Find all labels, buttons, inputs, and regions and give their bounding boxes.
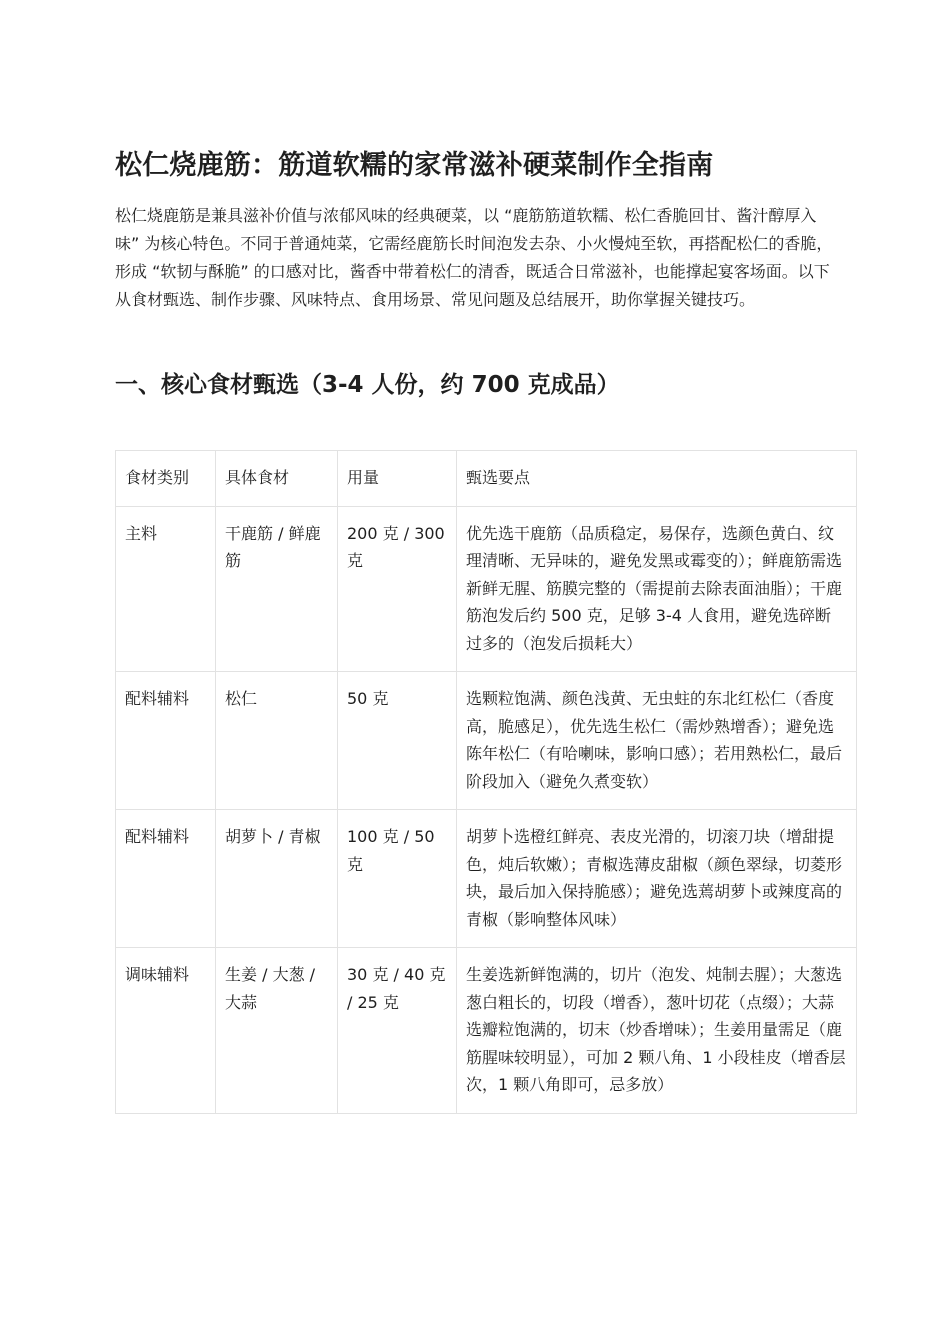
- header-amount: 用量: [338, 451, 457, 507]
- cell-category: 调味辅料: [116, 948, 216, 1114]
- header-notes: 甄选要点: [457, 451, 857, 507]
- cell-ingredient: 松仁: [216, 672, 338, 810]
- cell-ingredient: 胡萝卜 / 青椒: [216, 810, 338, 948]
- section-heading-ingredients: 一、核心食材甄选（3-4 人份，约 700 克成品）: [115, 372, 620, 398]
- cell-ingredient: 生姜 / 大葱 / 大蒜: [216, 948, 338, 1114]
- table-row: [116, 506, 857, 672]
- ingredients-table: [115, 450, 857, 1114]
- table-row: [116, 672, 857, 810]
- cell-notes: 生姜选新鲜饱满的，切片（泡发、炖制去腥）；大葱选葱白粗长的，切段（增香），葱叶切花（点缀）；大蒜选瓣粒饱满的，切末（炒香增味）；生姜用量需足（鹿筋腥味较明显），可加 2 颗八角、1 小段桂皮（增香层次，1 颗八角即可，忌多放）: [457, 948, 857, 1114]
- cell-notes: 胡萝卜选橙红鲜亮、表皮光滑的，切滚刀块（增甜提色，炖后软嫩）；青椒选薄皮甜椒（颜色翠绿，切菱形块，最后加入保持脆感）；避免选蔫胡萝卜或辣度高的青椒（影响整体风味）: [457, 810, 857, 948]
- cell-category: 主料: [116, 506, 216, 672]
- cell-amount: 200 克 / 300 克: [338, 506, 457, 672]
- cell-notes: 选颗粒饱满、颜色浅黄、无虫蛀的东北红松仁（香度高，脆感足），优先选生松仁（需炒熟增香）；避免选陈年松仁（有哈喇味，影响口感）；若用熟松仁，最后阶段加入（避免久煮变软）: [457, 672, 857, 810]
- cell-notes: 优先选干鹿筋（品质稳定，易保存，选颜色黄白、纹理清晰、无异味的，避免发黑或霉变的）；鲜鹿筋需选新鲜无腥、筋膜完整的（需提前去除表面油脂）；干鹿筋泡发后约 500 克，足够 3-4 人食用，避免选碎断过多的（泡发后损耗大）: [457, 506, 857, 672]
- cell-amount: 50 克: [338, 672, 457, 810]
- cell-amount: 30 克 / 40 克 / 25 克: [338, 948, 457, 1114]
- cell-ingredient: 干鹿筋 / 鲜鹿筋: [216, 506, 338, 672]
- intro-paragraph: 松仁烧鹿筋是兼具滋补价值与浓郁风味的经典硬菜，以 “鹿筋筋道软糯、松仁香脆回甘、酱汁醇厚入味” 为核心特色。不同于普通炖菜，它需经鹿筋长时间泡发去杂、小火慢炖至软，再搭配松仁的香脆，形成 “软韧与酥脆” 的口感对比，酱香中带着松仁的清香，既适合日常滋补，也能撑起宴客场面。以下从食材甄选、制作步骤、风味特点、食用场景、常见问题及总结展开，助你掌握关键技巧。: [115, 206, 833, 309]
- cell-amount: 100 克 / 50 克: [338, 810, 457, 948]
- header-category: 食材类别: [116, 451, 216, 507]
- header-ingredient: 具体食材: [216, 451, 338, 507]
- cell-category: 配料辅料: [116, 672, 216, 810]
- table-row: [116, 810, 857, 948]
- table-row: [116, 948, 857, 1114]
- cell-category: 配料辅料: [116, 810, 216, 948]
- table-header-row: [116, 451, 857, 507]
- document-title: 松仁烧鹿筋：筋道软糯的家常滋补硬菜制作全指南: [115, 150, 714, 181]
